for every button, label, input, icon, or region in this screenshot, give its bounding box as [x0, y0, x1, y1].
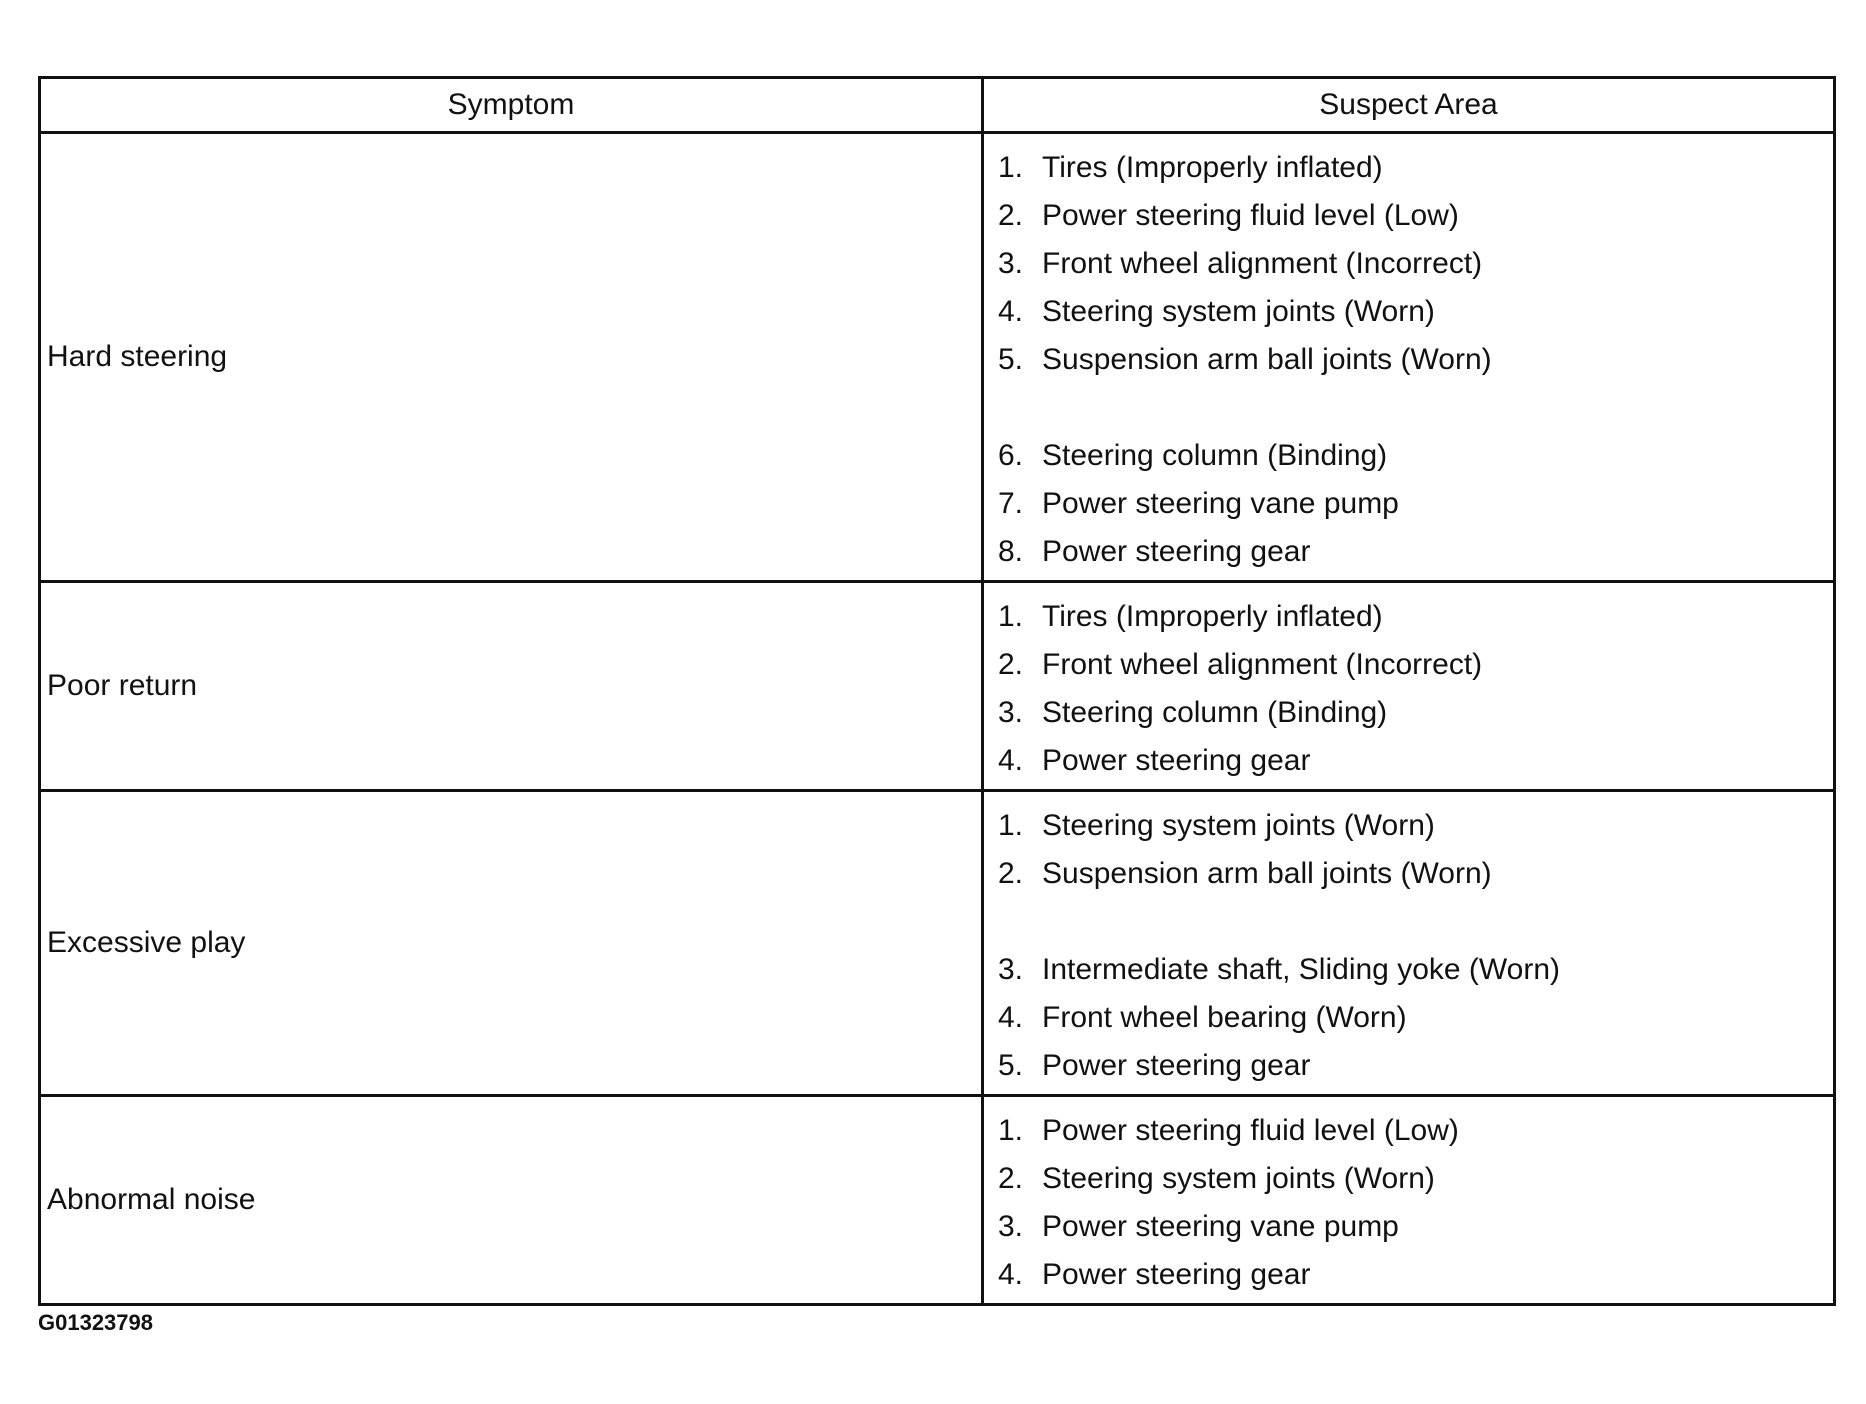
list-item: [998, 994, 1833, 1042]
item-number: 5.: [998, 1049, 1024, 1082]
item-text: Power steering fluid level (Low): [1042, 199, 1459, 232]
item-text: Suspension arm ball joints (Worn): [1042, 857, 1492, 890]
list-item: [998, 946, 1833, 994]
item-number: 3.: [998, 696, 1024, 729]
list-item: [998, 240, 1833, 288]
item-text: Steering system joints (Worn): [1042, 295, 1435, 328]
item-number: 4.: [998, 295, 1024, 328]
symptom-cell: Hard steering: [40, 133, 983, 582]
header-symptom: Symptom: [40, 78, 983, 133]
header-row: [40, 78, 1835, 133]
symptom-cell: Abnormal noise: [40, 1096, 983, 1305]
item-text: Intermediate shaft, Sliding yoke (Worn): [1042, 953, 1561, 986]
table-row: [40, 133, 1835, 582]
header-suspect-area: Suspect Area: [983, 78, 1835, 133]
list-item: [998, 144, 1833, 192]
item-number: 4.: [998, 744, 1024, 777]
item-number: 3.: [998, 247, 1024, 280]
item-number: 8.: [998, 535, 1024, 568]
symptom-cell: Poor return: [40, 582, 983, 791]
item-text: Front wheel bearing (Worn): [1042, 1001, 1407, 1034]
item-text: Power steering gear: [1042, 535, 1311, 568]
item-number: 4.: [998, 1001, 1024, 1034]
list-item: [998, 1107, 1833, 1155]
list-item: [998, 1203, 1833, 1251]
item-number: 3.: [998, 1210, 1024, 1243]
item-number: 2.: [998, 199, 1024, 232]
item-number: 1.: [998, 809, 1024, 842]
table-row: [40, 791, 1835, 1096]
list-item: [998, 850, 1833, 898]
item-number: 2.: [998, 1162, 1024, 1195]
item-number: 1.: [998, 1114, 1024, 1147]
suspect-area-cell: [983, 582, 1835, 791]
item-number: 5.: [998, 343, 1024, 376]
list-item: [998, 192, 1833, 240]
figure-code: G01323798: [38, 1310, 153, 1335]
list-item: [998, 802, 1833, 850]
suspect-area-cell: [983, 791, 1835, 1096]
item-text: Front wheel alignment (Incorrect): [1042, 247, 1483, 280]
symptom-table: [38, 76, 1836, 1306]
item-text: Tires (Improperly inflated): [1042, 600, 1383, 633]
item-text: Power steering gear: [1042, 1258, 1311, 1291]
item-text: Steering system joints (Worn): [1042, 809, 1435, 842]
item-text: Tires (Improperly inflated): [1042, 151, 1383, 184]
list-item: [998, 689, 1833, 737]
item-number: 2.: [998, 857, 1024, 890]
item-number: 3.: [998, 953, 1024, 986]
suspect-area-cell: [983, 1096, 1835, 1305]
list-item: [998, 641, 1833, 689]
item-text: Power steering vane pump: [1042, 1210, 1399, 1243]
item-number: 7.: [998, 487, 1024, 520]
list-item: [998, 1042, 1833, 1090]
list-item: [998, 480, 1833, 528]
item-text: Power steering gear: [1042, 1049, 1311, 1082]
item-text: Steering system joints (Worn): [1042, 1162, 1435, 1195]
item-number: 2.: [998, 648, 1024, 681]
list-item: [998, 432, 1833, 480]
list-item: [998, 593, 1833, 641]
suspect-area-cell: [983, 133, 1835, 582]
item-number: 1.: [998, 600, 1024, 633]
list-item: [998, 528, 1833, 576]
symptom-cell: Excessive play: [40, 791, 983, 1096]
item-text: Steering column (Binding): [1042, 696, 1388, 729]
list-item: [998, 336, 1833, 384]
list-item: [998, 288, 1833, 336]
item-text: Power steering fluid level (Low): [1042, 1114, 1459, 1147]
item-text: Power steering vane pump: [1042, 487, 1399, 520]
item-text: Power steering gear: [1042, 744, 1311, 777]
list-item: [998, 1251, 1833, 1299]
list-item: [998, 1155, 1833, 1203]
item-text: Steering column (Binding): [1042, 439, 1388, 472]
item-number: 6.: [998, 439, 1024, 472]
table-row: [40, 1096, 1835, 1305]
item-text: Suspension arm ball joints (Worn): [1042, 343, 1492, 376]
table-row: [40, 582, 1835, 791]
list-item: [998, 737, 1833, 785]
item-text: Front wheel alignment (Incorrect): [1042, 648, 1483, 681]
item-number: 4.: [998, 1258, 1024, 1291]
item-number: 1.: [998, 151, 1024, 184]
